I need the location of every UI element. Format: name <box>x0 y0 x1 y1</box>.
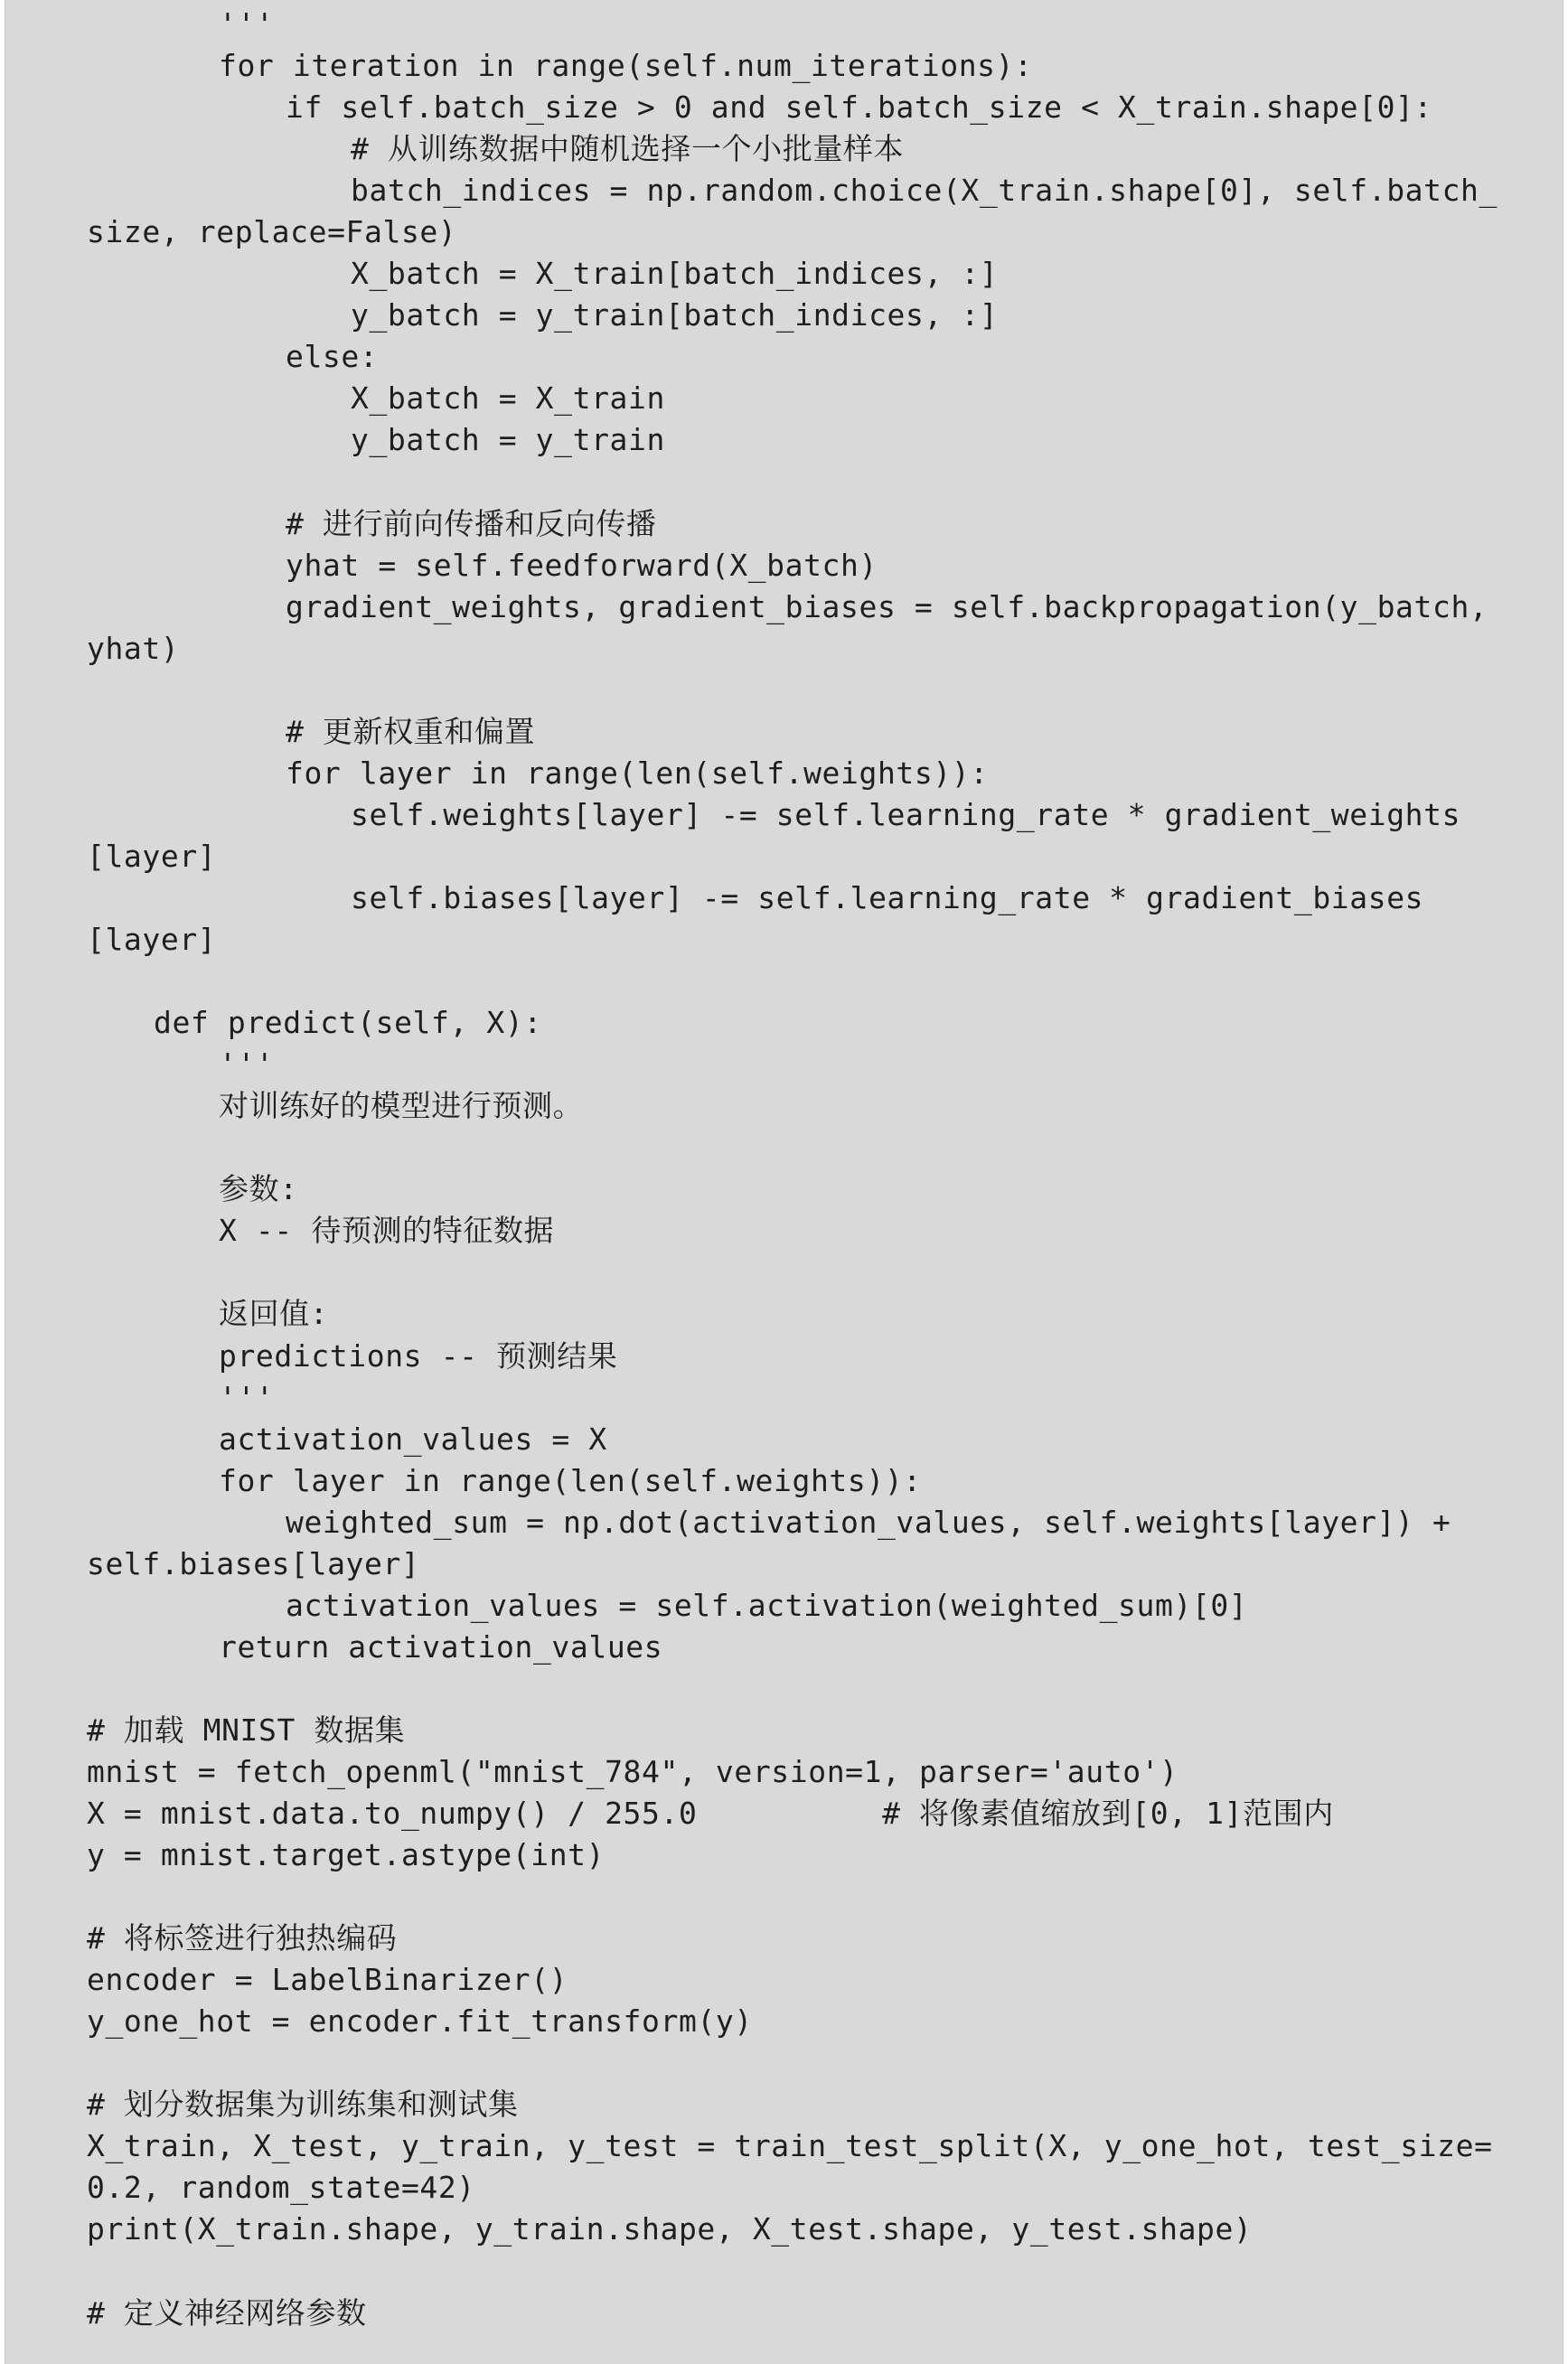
code-line: self.weights[layer] -= self.learning_rate * gradient_weights <box>351 796 1461 832</box>
code-line: X_train, X_test, y_train, y_test = train_test_split(X, y_one_hot, test_size= <box>87 2128 1493 2164</box>
code-line: yhat = self.feedforward(X_batch) <box>286 547 878 583</box>
code-line: # 加载 MNIST 数据集 <box>87 1712 406 1748</box>
code-line: [layer] <box>87 838 217 874</box>
code-line: ''' <box>219 1046 275 1083</box>
code-line <box>5 961 1563 1002</box>
code-line: for layer in range(len(self.weights)): <box>219 1462 922 1498</box>
code-line: X -- 待预测的特征数据 <box>219 1213 555 1249</box>
code-line: # 从训练数据中随机选择一个小批量样本 <box>351 131 905 167</box>
code-line: self.biases[layer] <box>87 1545 420 1581</box>
code-line <box>5 670 1563 711</box>
code-line: 返回值: <box>219 1296 329 1332</box>
code-line <box>5 1127 1563 1168</box>
code-line <box>5 462 1563 503</box>
code-line: y_one_hot = encoder.fit_transform(y) <box>87 2003 753 2040</box>
code-line: # 将标签进行独热编码 <box>87 1920 398 1956</box>
code-line: self.biases[layer] -= self.learning_rate * gradient_biases <box>351 879 1424 915</box>
code-line <box>5 1876 1563 1918</box>
code-page <box>5 0 1563 2364</box>
code-line: else: <box>286 339 379 375</box>
code-block <box>5 4 1563 2334</box>
code-line: ''' <box>219 1379 275 1415</box>
code-line: X_batch = X_train <box>351 380 665 417</box>
code-line: predictions -- 预测结果 <box>219 1337 618 1374</box>
code-line: 对训练好的模型进行预测。 <box>219 1088 584 1124</box>
code-line: return activation_values <box>219 1628 663 1665</box>
code-line: yhat) <box>87 630 180 666</box>
code-line: [layer] <box>87 922 217 958</box>
code-line: gradient_weights, gradient_biases = self.backpropagation(y_batch, <box>286 588 1488 624</box>
code-line: y_batch = y_train[batch_indices, :] <box>351 297 999 333</box>
code-line: X_batch = X_train[batch_indices, :] <box>351 256 999 292</box>
code-line: y_batch = y_train <box>351 422 665 458</box>
code-line: activation_values = self.activation(weighted_sum)[0] <box>286 1587 1248 1623</box>
code-line: mnist = fetch_openml("mnist_784", version=1, parser='auto') <box>87 1753 1178 1789</box>
code-line: # 更新权重和偏置 <box>286 713 536 749</box>
code-line <box>5 2042 1563 2084</box>
code-line <box>5 1668 1563 1710</box>
code-line <box>5 1252 1563 1293</box>
code-line <box>5 2251 1563 2293</box>
code-line: y = mnist.target.astype(int) <box>87 1837 606 1873</box>
code-line: 0.2, random_state=42) <box>87 2170 475 2206</box>
code-line: # 定义神经网络参数 <box>87 2294 367 2331</box>
code-line: X = mnist.data.to_numpy() / 255.0 # 将像素值缩放到[0, 1]范围内 <box>87 1796 1334 1832</box>
code-line: 参数: <box>219 1171 298 1207</box>
code-line: weighted_sum = np.dot(activation_values, self.weights[layer]) + <box>286 1504 1451 1540</box>
code-line: for iteration in range(self.num_iterations): <box>219 48 1033 84</box>
code-line: ''' <box>219 6 275 42</box>
code-line: activation_values = X <box>219 1421 607 1457</box>
code-line: # 进行前向传播和反向传播 <box>286 505 657 541</box>
code-line: print(X_train.shape, y_train.shape, X_test.shape, y_test.shape) <box>87 2211 1253 2247</box>
code-line: if self.batch_size > 0 and self.batch_size < X_train.shape[0]: <box>286 89 1432 126</box>
code-line: size, replace=False) <box>87 214 457 250</box>
code-line: batch_indices = np.random.choice(X_train.shape[0], self.batch_ <box>351 173 1498 209</box>
code-line: for layer in range(len(self.weights)): <box>286 755 989 791</box>
code-line: def predict(self, X): <box>154 1005 542 1041</box>
code-line: # 划分数据集为训练集和测试集 <box>87 2087 519 2123</box>
code-line: encoder = LabelBinarizer() <box>87 1962 568 1998</box>
